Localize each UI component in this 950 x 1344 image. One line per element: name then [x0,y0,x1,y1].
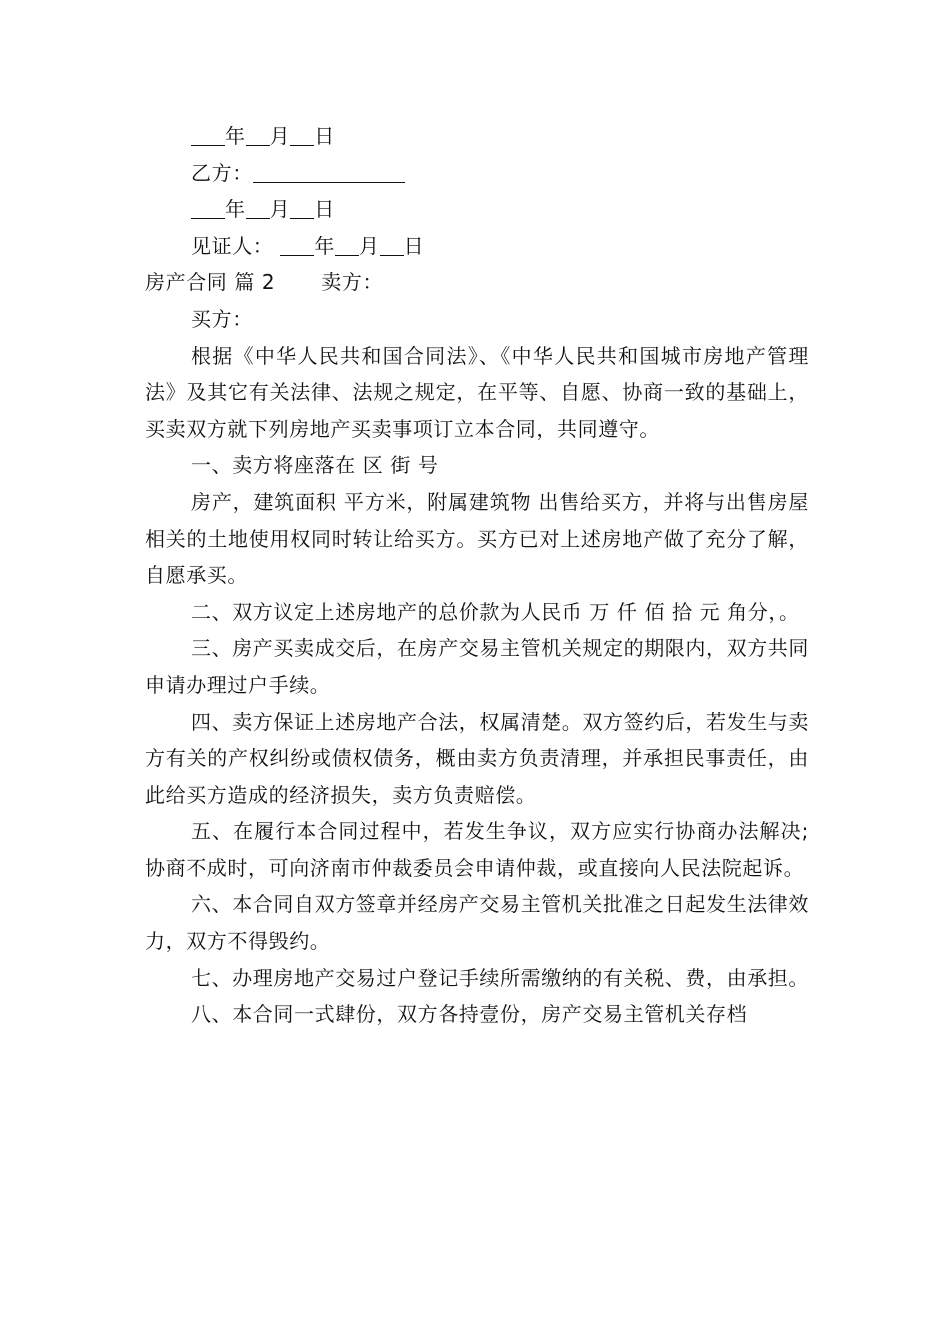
paragraph-clause-4: 四、卖方保证上述房地产合法，权属清楚。双方签约后，若发生与卖方有关的产权纠纷或债权债务，概由卖方负责清理，并承担民事责任，由此给买方造成的经济损失，卖方负责赔偿。 [145,709,809,807]
witness-line: 见证人： 年 月 日 [191,233,425,258]
buyer-label: 买方： [191,306,253,331]
date-line-party-b: 年 月 日 [145,191,809,228]
paragraph-preamble: 根据《中华人民共和国合同法》、《中华人民共和国城市房地产管理法》及其它有关法律、法规之规定，在平等、自愿、协商一致的基础上，买卖双方就下列房地产买卖事项订立本合同，共同遵守。 [145,343,809,441]
month-blank[interactable] [246,196,270,219]
paragraph-clause-3: 三、房产买卖成交后，在房产交易主管机关规定的期限内，双方共同申请办理过户手续。 [145,636,809,697]
paragraph-clause-2: 二、双方议定上述房地产的总价款为人民币 万 仟 佰 拾 元 角分，。 [191,599,800,624]
paragraph-clause-1: 一、卖方将座落在 区 街 号 [191,453,439,478]
seller-label: 卖方： [321,270,384,295]
month-blank[interactable] [246,123,270,146]
year-blank[interactable] [191,123,225,146]
party-b-line [145,155,809,192]
day-blank[interactable] [380,233,404,256]
paragraph-clause-7: 七、办理房地产交易过户登记手续所需缴纳的有关税、费，由承担。 [191,965,809,990]
party-b-label: 乙方： [191,160,253,185]
buyer-line [145,301,809,338]
day-blank[interactable] [290,196,314,219]
paragraph-clause-8: 八、本合同一式肆份，双方各持壹份，房产交易主管机关存档 [191,1002,748,1027]
paragraph-property-details: 房产，建筑面积 平方米，附属建筑物 出售给买方，并将与出售房屋相关的土地使用权同时转让给买方。买方已对上述房地产做了充分了解，自愿承买。 [145,489,809,588]
contract-heading-line [145,264,809,301]
year-blank[interactable] [280,233,314,256]
contract-heading: 房产合同 篇 2 [145,270,276,295]
document-page [145,118,809,1033]
witness-label: 见证人： [191,233,274,258]
party-b-signature-blank[interactable] [253,160,405,183]
paragraph-clause-5: 五、在履行本合同过程中，若发生争议，双方应实行协商办法解决;协商不成时，可向济南市仲裁委员会申请仲裁，或直接向人民法院起诉。 [145,819,809,880]
day-blank[interactable] [290,123,314,146]
year-blank[interactable] [191,196,225,219]
month-blank[interactable] [335,233,359,256]
paragraph-clause-6: 六、本合同自双方签章并经房产交易主管机关批准之日起发生法律效力，双方不得毁约。 [145,892,809,954]
date-line-party-a: 年 月 日 [145,118,809,155]
